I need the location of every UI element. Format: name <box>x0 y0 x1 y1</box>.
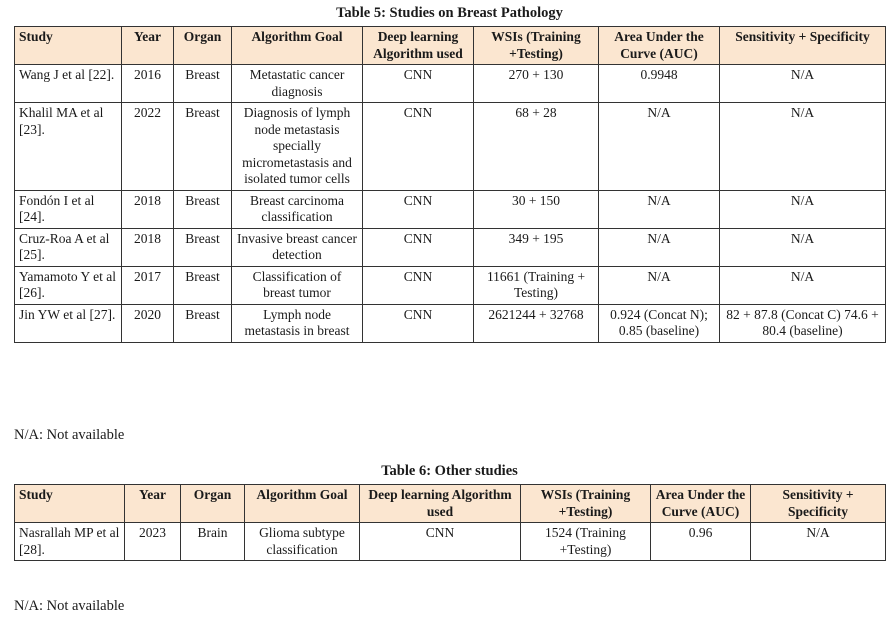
cell-organ: Breast <box>174 103 232 191</box>
col-header-study: Study <box>15 27 122 65</box>
col-header-wsis: WSIs (Training +Testing) <box>474 27 599 65</box>
col-header-algorithm-used: Deep learning Algorithm used <box>363 27 474 65</box>
cell-wsis: 270 + 130 <box>474 65 599 103</box>
cell-auc: 0.9948 <box>599 65 720 103</box>
cell-goal: Metastatic cancer diagnosis <box>232 65 363 103</box>
cell-wsis: 30 + 150 <box>474 190 599 228</box>
cell-algorithm: CNN <box>363 304 474 342</box>
cell-organ: Breast <box>174 304 232 342</box>
cell-year: 2022 <box>122 103 174 191</box>
table-row <box>15 523 886 561</box>
cell-year: 2018 <box>122 228 174 266</box>
col-header-sensitivity: Sensitivity + Specificity <box>720 27 886 65</box>
cell-study: Khalil MA et al [23]. <box>15 103 122 191</box>
cell-year: 2016 <box>122 65 174 103</box>
table6-footnote: N/A: Not available <box>14 598 125 614</box>
cell-organ: Breast <box>174 190 232 228</box>
table5-caption: Table 5: Studies on Breast Pathology <box>336 5 563 21</box>
table6-header-row <box>15 485 886 523</box>
cell-auc: N/A <box>599 228 720 266</box>
col-header-algorithm-goal: Algorithm Goal <box>232 27 363 65</box>
table6 <box>14 484 886 561</box>
cell-algorithm: CNN <box>360 523 521 561</box>
col-header-wsis: WSIs (Training +Testing) <box>521 485 651 523</box>
cell-sensitivity: N/A <box>720 65 886 103</box>
cell-algorithm: CNN <box>363 266 474 304</box>
cell-study: Fondón I et al [24]. <box>15 190 122 228</box>
cell-wsis: 11661 (Training + Testing) <box>474 266 599 304</box>
cell-study: Cruz-Roa A et al [25]. <box>15 228 122 266</box>
cell-sensitivity: N/A <box>720 228 886 266</box>
cell-study: Wang J et al [22]. <box>15 65 122 103</box>
cell-sensitivity: 82 + 87.8 (Concat C) 74.6 + 80.4 (baseline) <box>720 304 886 342</box>
cell-goal: Diagnosis of lymph node metastasis specially micrometastasis and isolated tumor cells <box>232 103 363 191</box>
cell-algorithm: CNN <box>363 190 474 228</box>
col-header-year: Year <box>122 27 174 65</box>
table-row <box>15 190 886 228</box>
cell-study: Nasrallah MP et al [28]. <box>15 523 125 561</box>
cell-organ: Brain <box>181 523 245 561</box>
cell-algorithm: CNN <box>363 65 474 103</box>
col-header-auc: Area Under the Curve (AUC) <box>599 27 720 65</box>
col-header-year: Year <box>125 485 181 523</box>
cell-sensitivity: N/A <box>720 266 886 304</box>
cell-wsis: 1524 (Training +Testing) <box>521 523 651 561</box>
cell-auc: 0.924 (Concat N); 0.85 (baseline) <box>599 304 720 342</box>
cell-auc: 0.96 <box>651 523 751 561</box>
cell-goal: Classification of breast tumor <box>232 266 363 304</box>
cell-year: 2020 <box>122 304 174 342</box>
table-row <box>15 65 886 103</box>
cell-wsis: 349 + 195 <box>474 228 599 266</box>
cell-sensitivity: N/A <box>751 523 886 561</box>
col-header-study: Study <box>15 485 125 523</box>
cell-goal: Invasive breast cancer detection <box>232 228 363 266</box>
cell-organ: Breast <box>174 65 232 103</box>
cell-sensitivity: N/A <box>720 190 886 228</box>
table-row <box>15 103 886 191</box>
cell-organ: Breast <box>174 266 232 304</box>
col-header-organ: Organ <box>181 485 245 523</box>
table-row <box>15 304 886 342</box>
col-header-sensitivity: Sensitivity + Specificity <box>751 485 886 523</box>
table-row <box>15 266 886 304</box>
cell-goal: Lymph node metastasis in breast <box>232 304 363 342</box>
cell-auc: N/A <box>599 190 720 228</box>
cell-wsis: 68 + 28 <box>474 103 599 191</box>
cell-year: 2017 <box>122 266 174 304</box>
cell-auc: N/A <box>599 103 720 191</box>
table5-header-row <box>15 27 886 65</box>
cell-organ: Breast <box>174 228 232 266</box>
cell-study: Jin YW et al [27]. <box>15 304 122 342</box>
cell-year: 2023 <box>125 523 181 561</box>
cell-auc: N/A <box>599 266 720 304</box>
table5 <box>14 26 886 343</box>
cell-sensitivity: N/A <box>720 103 886 191</box>
col-header-organ: Organ <box>174 27 232 65</box>
cell-goal: Glioma subtype classification <box>245 523 360 561</box>
cell-study: Yamamoto Y et al [26]. <box>15 266 122 304</box>
col-header-algorithm-used: Deep learning Algorithm used <box>360 485 521 523</box>
cell-algorithm: CNN <box>363 228 474 266</box>
col-header-auc: Area Under the Curve (AUC) <box>651 485 751 523</box>
cell-year: 2018 <box>122 190 174 228</box>
col-header-algorithm-goal: Algorithm Goal <box>245 485 360 523</box>
cell-wsis: 2621244 + 32768 <box>474 304 599 342</box>
table5-footnote: N/A: Not available <box>14 427 125 443</box>
table-row <box>15 228 886 266</box>
table6-caption: Table 6: Other studies <box>381 463 518 479</box>
cell-goal: Breast carcinoma classification <box>232 190 363 228</box>
cell-algorithm: CNN <box>363 103 474 191</box>
